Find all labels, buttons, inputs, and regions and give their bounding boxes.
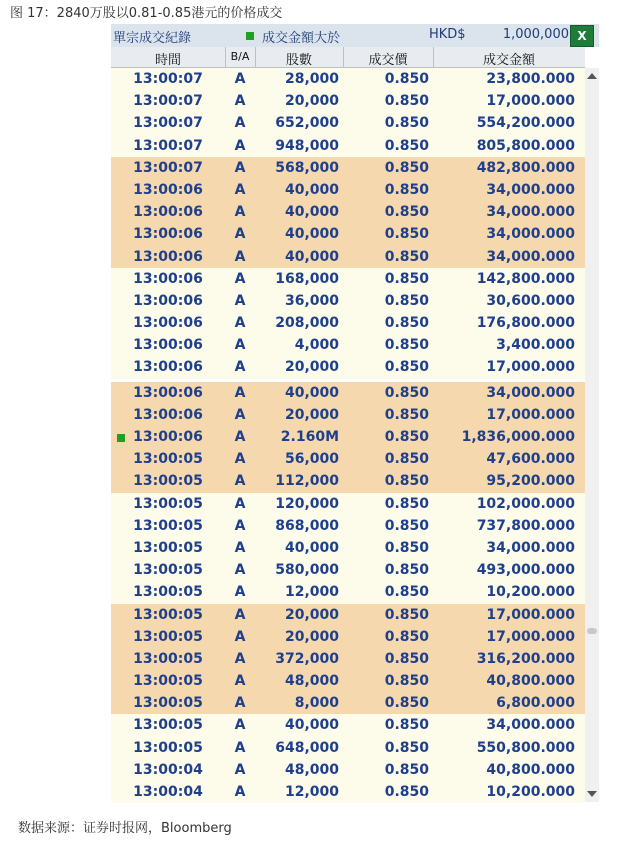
- cell-turnover: 34,000.000: [486, 539, 575, 556]
- cell-quantity: 40,000: [284, 717, 339, 734]
- cell-ba: A: [234, 248, 246, 265]
- table-row[interactable]: [111, 246, 585, 268]
- table-row[interactable]: [111, 626, 585, 648]
- cell-ba: A: [234, 292, 246, 309]
- table-row[interactable]: [111, 157, 585, 179]
- table-row[interactable]: [111, 90, 585, 112]
- table-row[interactable]: [111, 714, 585, 736]
- table-row[interactable]: [111, 670, 585, 692]
- cell-time: 13:00:05: [133, 695, 203, 712]
- table-row[interactable]: [111, 382, 585, 404]
- cell-ba: A: [234, 204, 246, 221]
- cell-turnover: 47,600.000: [486, 451, 575, 468]
- panel-titlebar: [111, 24, 599, 47]
- column-header-price[interactable]: 成交價: [368, 53, 408, 68]
- cell-quantity: 112,000: [275, 473, 339, 490]
- table-row[interactable]: [111, 470, 585, 492]
- cell-quantity: 120,000: [275, 495, 339, 512]
- currency-label: HKD$: [429, 27, 466, 42]
- cell-ba: A: [234, 517, 246, 534]
- table-row[interactable]: [111, 426, 585, 448]
- table-row[interactable]: [111, 581, 585, 603]
- table-row[interactable]: [111, 559, 585, 581]
- table-row[interactable]: [111, 648, 585, 670]
- cell-turnover: 10,200.000: [486, 584, 575, 601]
- cell-time: 13:00:07: [133, 71, 203, 87]
- cell-time: 13:00:06: [133, 292, 203, 309]
- cell-time: 13:00:06: [133, 270, 203, 287]
- cell-price: 0.850: [384, 650, 429, 667]
- cell-quantity: 8,000: [294, 695, 339, 712]
- cell-turnover: 142,800.000: [476, 270, 575, 287]
- cell-ba: A: [234, 539, 246, 556]
- cell-ba: A: [234, 429, 246, 445]
- cell-time: 13:00:05: [133, 562, 203, 579]
- cell-turnover: 550,800.000: [476, 739, 575, 756]
- cell-ba: A: [234, 115, 246, 132]
- cell-price: 0.850: [384, 359, 429, 376]
- cell-quantity: 40,000: [284, 248, 339, 265]
- cell-price: 0.850: [384, 539, 429, 556]
- cell-price: 0.850: [384, 292, 429, 309]
- cell-price: 0.850: [384, 784, 429, 800]
- cell-price: 0.850: [384, 429, 429, 445]
- column-header-turnover[interactable]: 成交金額: [482, 53, 535, 68]
- column-header-ba[interactable]: B/A: [230, 50, 250, 63]
- cell-time: 13:00:06: [133, 359, 203, 376]
- table-row[interactable]: [111, 759, 585, 781]
- excel-icon[interactable]: X: [570, 25, 594, 47]
- cell-turnover: 493,000.000: [476, 562, 575, 579]
- column-header-time[interactable]: 時間: [154, 53, 181, 68]
- cell-ba: A: [234, 495, 246, 512]
- cell-time: 13:00:05: [133, 717, 203, 734]
- cell-time: 13:00:05: [133, 517, 203, 534]
- cell-quantity: 40,000: [284, 384, 339, 401]
- table-row[interactable]: [111, 515, 585, 537]
- cell-turnover: 17,000.000: [486, 628, 575, 645]
- cell-turnover: 34,000.000: [486, 226, 575, 243]
- cell-price: 0.850: [384, 717, 429, 734]
- cell-turnover: 34,000.000: [486, 181, 575, 198]
- table-row[interactable]: [111, 68, 585, 90]
- cell-ba: A: [234, 673, 246, 690]
- cell-ba: A: [234, 473, 246, 490]
- large-trade-marker-icon: [246, 32, 254, 40]
- cell-turnover: 17,000.000: [486, 406, 575, 423]
- cell-quantity: 40,000: [284, 181, 339, 198]
- cell-time: 13:00:06: [133, 384, 203, 401]
- cell-turnover: 176,800.000: [476, 315, 575, 332]
- cell-price: 0.850: [384, 71, 429, 87]
- table-row[interactable]: [111, 604, 585, 626]
- cell-time: 13:00:07: [133, 137, 203, 154]
- cell-turnover: 40,800.000: [486, 761, 575, 778]
- cell-price: 0.850: [384, 384, 429, 401]
- scroll-down-arrow-icon[interactable]: [587, 791, 597, 797]
- cell-ba: A: [234, 562, 246, 579]
- cell-quantity: 20,000: [284, 628, 339, 645]
- cell-quantity: 568,000: [275, 159, 339, 176]
- cell-ba: A: [234, 739, 246, 756]
- cell-price: 0.850: [384, 226, 429, 243]
- cell-ba: A: [234, 784, 246, 800]
- cell-quantity: 868,000: [275, 517, 339, 534]
- table-row[interactable]: [111, 448, 585, 470]
- cell-price: 0.850: [384, 406, 429, 423]
- cell-ba: A: [234, 137, 246, 154]
- cell-time: 13:00:05: [133, 451, 203, 468]
- cell-price: 0.850: [384, 761, 429, 778]
- cell-ba: A: [234, 159, 246, 176]
- cell-quantity: 648,000: [275, 739, 339, 756]
- cell-price: 0.850: [384, 248, 429, 265]
- cell-ba: A: [234, 584, 246, 601]
- cell-quantity: 20,000: [284, 359, 339, 376]
- cell-price: 0.850: [384, 562, 429, 579]
- cell-turnover: 737,800.000: [476, 517, 575, 534]
- source-note: 数据来源：证券时报网，Bloomberg: [18, 821, 232, 836]
- cell-turnover: 95,200.000: [486, 473, 575, 490]
- cell-price: 0.850: [384, 517, 429, 534]
- table-row[interactable]: [111, 312, 585, 334]
- cell-price: 0.850: [384, 495, 429, 512]
- cell-ba: A: [234, 695, 246, 712]
- cell-turnover: 805,800.000: [476, 137, 575, 154]
- cell-price: 0.850: [384, 739, 429, 756]
- cell-turnover: 17,000.000: [486, 359, 575, 376]
- threshold-value[interactable]: 1,000,000: [502, 27, 569, 42]
- cell-ba: A: [234, 181, 246, 198]
- cell-time: 13:00:05: [133, 628, 203, 645]
- cell-turnover: 482,800.000: [476, 159, 575, 176]
- cell-time: 13:00:05: [133, 739, 203, 756]
- table-row[interactable]: [111, 290, 585, 312]
- cell-turnover: 10,200.000: [486, 784, 575, 800]
- table-row[interactable]: [111, 356, 585, 378]
- cell-ba: A: [234, 384, 246, 401]
- cell-price: 0.850: [384, 628, 429, 645]
- cell-quantity: 168,000: [275, 270, 339, 287]
- cell-time: 13:00:05: [133, 673, 203, 690]
- cell-price: 0.850: [384, 337, 429, 354]
- cell-price: 0.850: [384, 204, 429, 221]
- cell-quantity: 20,000: [284, 606, 339, 623]
- cell-quantity: 12,000: [284, 784, 339, 800]
- cell-turnover: 34,000.000: [486, 248, 575, 265]
- cell-price: 0.850: [384, 137, 429, 154]
- cell-price: 0.850: [384, 451, 429, 468]
- cell-quantity: 948,000: [275, 137, 339, 154]
- cell-quantity: 40,000: [284, 204, 339, 221]
- table-row[interactable]: [111, 135, 585, 157]
- cell-price: 0.850: [384, 181, 429, 198]
- cell-ba: A: [234, 406, 246, 423]
- cell-time: 13:00:06: [133, 181, 203, 198]
- cell-ba: A: [234, 315, 246, 332]
- cell-ba: A: [234, 761, 246, 778]
- cell-turnover: 102,000.000: [476, 495, 575, 512]
- cell-time: 13:00:04: [133, 761, 203, 778]
- table-row[interactable]: [111, 223, 585, 245]
- cell-time: 13:00:06: [133, 315, 203, 332]
- cell-ba: A: [234, 451, 246, 468]
- cell-ba: A: [234, 270, 246, 287]
- cell-time: 13:00:05: [133, 584, 203, 601]
- table-row[interactable]: [111, 737, 585, 759]
- cell-quantity: 2.160M: [280, 429, 339, 445]
- cell-time: 13:00:05: [133, 539, 203, 556]
- cell-turnover: 6,800.000: [496, 695, 575, 712]
- cell-quantity: 12,000: [284, 584, 339, 601]
- cell-time: 13:00:07: [133, 159, 203, 176]
- cell-time: 13:00:05: [133, 650, 203, 667]
- cell-turnover: 34,000.000: [486, 717, 575, 734]
- cell-turnover: 30,600.000: [486, 292, 575, 309]
- cell-turnover: 316,200.000: [476, 650, 575, 667]
- cell-quantity: 20,000: [284, 93, 339, 110]
- cell-ba: A: [234, 628, 246, 645]
- cell-price: 0.850: [384, 584, 429, 601]
- cell-price: 0.850: [384, 93, 429, 110]
- cell-price: 0.850: [384, 159, 429, 176]
- cell-quantity: 36,000: [284, 292, 339, 309]
- cell-price: 0.850: [384, 315, 429, 332]
- cell-turnover: 17,000.000: [486, 93, 575, 110]
- cell-quantity: 208,000: [275, 315, 339, 332]
- trade-record-panel: [111, 24, 599, 802]
- cell-quantity: 20,000: [284, 406, 339, 423]
- cell-time: 13:00:06: [133, 429, 203, 445]
- cell-ba: A: [234, 71, 246, 87]
- cell-quantity: 56,000: [284, 451, 339, 468]
- cell-price: 0.850: [384, 673, 429, 690]
- table-row[interactable]: [111, 781, 585, 803]
- cell-ba: A: [234, 606, 246, 623]
- cell-ba: A: [234, 93, 246, 110]
- cell-time: 13:00:06: [133, 226, 203, 243]
- cell-quantity: 372,000: [275, 650, 339, 667]
- cell-ba: A: [234, 717, 246, 734]
- panel-title: 單宗成交紀錄: [113, 31, 192, 46]
- cell-quantity: 40,000: [284, 539, 339, 556]
- cell-price: 0.850: [384, 270, 429, 287]
- cell-ba: A: [234, 337, 246, 354]
- column-header-row: [111, 47, 585, 68]
- scroll-up-arrow-icon[interactable]: [587, 73, 597, 79]
- cell-time: 13:00:07: [133, 115, 203, 132]
- cell-turnover: 3,400.000: [496, 337, 575, 354]
- cell-ba: A: [234, 650, 246, 667]
- cell-turnover: 1,836,000.000: [461, 429, 575, 445]
- scrollbar-thumb[interactable]: [587, 628, 597, 634]
- cell-time: 13:00:06: [133, 248, 203, 265]
- cell-time: 13:00:07: [133, 93, 203, 110]
- table-row[interactable]: [111, 112, 585, 134]
- cell-price: 0.850: [384, 606, 429, 623]
- cell-quantity: 40,000: [284, 226, 339, 243]
- cell-turnover: 34,000.000: [486, 204, 575, 221]
- cell-turnover: 554,200.000: [476, 115, 575, 132]
- cell-turnover: 40,800.000: [486, 673, 575, 690]
- cell-ba: A: [234, 226, 246, 243]
- cell-turnover: 23,800.000: [486, 71, 575, 87]
- cell-quantity: 4,000: [294, 337, 339, 354]
- table-row[interactable]: [111, 268, 585, 290]
- table-row[interactable]: [111, 692, 585, 714]
- cell-price: 0.850: [384, 695, 429, 712]
- cell-ba: A: [234, 359, 246, 376]
- column-header-quantity[interactable]: 股數: [285, 53, 312, 68]
- cell-time: 13:00:06: [133, 204, 203, 221]
- cell-turnover: 17,000.000: [486, 606, 575, 623]
- cell-time: 13:00:05: [133, 473, 203, 490]
- vertical-scrollbar[interactable]: [585, 68, 599, 802]
- table-row[interactable]: [111, 493, 585, 515]
- cell-quantity: 48,000: [284, 761, 339, 778]
- cell-time: 13:00:06: [133, 406, 203, 423]
- filter-label: 成交金額大於: [262, 31, 341, 46]
- cell-time: 13:00:05: [133, 606, 203, 623]
- table-row[interactable]: [111, 404, 585, 426]
- cell-quantity: 580,000: [275, 562, 339, 579]
- cell-time: 13:00:05: [133, 495, 203, 512]
- cell-time: 13:00:06: [133, 337, 203, 354]
- trade-list: [111, 68, 585, 803]
- cell-time: 13:00:04: [133, 784, 203, 800]
- cell-quantity: 48,000: [284, 673, 339, 690]
- table-row[interactable]: [111, 537, 585, 559]
- cell-quantity: 652,000: [275, 115, 339, 132]
- cell-price: 0.850: [384, 115, 429, 132]
- cell-turnover: 34,000.000: [486, 384, 575, 401]
- table-row[interactable]: [111, 179, 585, 201]
- cell-price: 0.850: [384, 473, 429, 490]
- figure-caption: 图 17：2840万股以0.81-0.85港元的价格成交: [10, 6, 283, 21]
- table-row[interactable]: [111, 334, 585, 356]
- table-row[interactable]: [111, 201, 585, 223]
- cell-quantity: 28,000: [284, 71, 339, 87]
